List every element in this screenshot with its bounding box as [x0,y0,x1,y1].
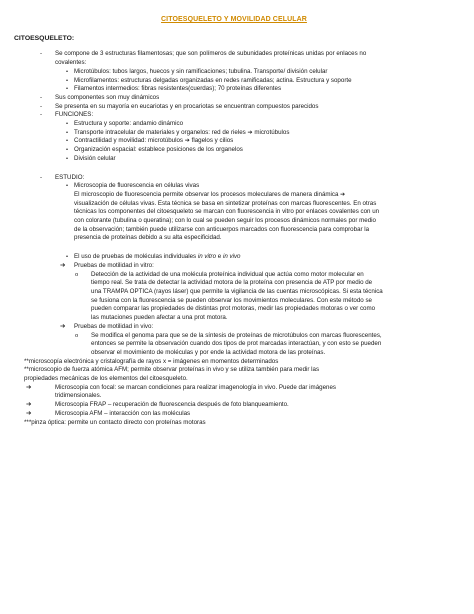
dash-item [14,94,454,103]
estudio-heading: ESTUDIO: [55,173,85,181]
vivo-detail [14,332,454,358]
bullet-marker: • [66,183,69,190]
bullet-marker: • [66,68,69,75]
bullet-marker: • [66,155,69,162]
paragraph-line: El microscopio de fluorescencia permite observar los procesos moleculares de manera dinámica ➔ [74,190,346,198]
technique-text: Microscopia AFM – interacción con las moléculas [55,409,191,417]
paragraph-line: Se modifica el genoma para que se de la síntesis de proteínas de microtúbulos con marcas fluorescentes, [91,331,382,339]
circle-marker: o [75,332,79,339]
intro-line-1: Se compone de 3 estructuras filamentosas; que son polímeros de subunidades proteínicas unidas por enlaces no [55,50,367,58]
paragraph-line: pueden comparar las propiedades de distintas prot motoras, medir las propiedades motoras o ver como [91,305,376,313]
dash-text: Sus componentes son muy dinámicos [55,93,160,101]
paragraph-line: se fusiona con la fluorescencia se pueden observar los movimientos moleculares. Con este método se [91,296,372,304]
vitro-detail [14,271,454,323]
bullet-marker: • [66,147,69,154]
paragraph-line: las mutaciones pueden afectar a una prot motora. [91,314,228,322]
structure-item [14,85,454,94]
document-title: CITOESQUELETO Y MOVILIDAD CELULAR [161,16,307,23]
fluorescence-paragraph [74,191,454,243]
vitro-paragraph [91,271,454,323]
paragraph-line: con colorante (tubulina o queratina); con lo cual se pueden seguir los procesos dinámicos normales por medio [74,217,376,225]
dash-text: Se presenta en su mayoría en eucariotas y en procariotas se encuentran compuestos parecidos [55,102,319,110]
motility-intro: El uso de pruebas de moléculas individuales in vitro e in vivo [74,253,241,261]
bullet-marker: • [66,138,69,145]
paragraph-line: visualización de células vivas. Esta técnica se basa en sintetizar proteínas con marcas fluorescentes. En otras [74,199,377,207]
arrow-marker: ➔ [26,401,32,409]
function-text: Transporte intracelular de materiales y organelos: red de rieles ➔ microtúbulos [74,128,290,136]
intro-item [14,50,454,67]
function-text: Estructura y soporte: andamio dinámico [74,120,184,128]
technique-item [14,384,454,401]
paragraph-line: observar el movimiento de moléculas y por ende la actividad motora de las proteínas. [91,348,326,356]
note-line: propiedades mecánicas de los elementos del citoesqueleto. [24,375,188,383]
technique-text: Microscopia con focal: se marcan condiciones para realizar imagenología in vivo. Puede dar imágenes tridimensionales. [55,383,336,400]
structure-text: Microtúbulos: tubos largos, huecos y sin ramificaciones; tubulina. Transporte/ división celular [74,67,328,75]
function-item [14,137,454,146]
technique-text: Microscopia FRAP – recuperación de fluorescencia después de foto blanqueamiento. [55,401,289,409]
bullet-marker: • [66,121,69,128]
dash-item [14,174,454,183]
structure-text: Filamentos intermedios: fibras resistentes(cuerdas); 70 proteínas diferentes [74,85,282,93]
dash-item [14,103,454,112]
fluorescence-item [14,182,454,191]
function-item [14,146,454,155]
final-note-line: ***pinza óptica: permite un contacto directo con proteínas motoras [24,418,206,426]
paragraph-line: técnicas los componentes del citoesqueleto se marcan con fluorescencia in vitro por enlaces covalentes con un [74,208,380,216]
dash-marker: - [40,111,43,119]
bullet-marker: • [66,77,69,84]
dash-marker: - [40,50,43,58]
function-text: División celular [74,154,116,162]
technique-item [14,410,454,419]
note-line: **microscopio de fuerza atómica AFM; permite observar proteínas in vivo y se utiliza también para medir las [24,366,320,374]
arrow-marker: ➔ [26,409,32,417]
paragraph-line: Detección de la actividad de una molécula proteínica individual que actúa como motor molecular en [91,270,364,278]
vivo-paragraph [91,332,454,358]
bullet-marker: • [66,254,69,261]
vivo-label: Pruebas de motilidad in vivo: [74,322,154,330]
function-item [14,120,454,129]
motility-intro-item [14,253,454,262]
paragraph-line: tiempo real. Se trata de detectar la actividad motora de la proteína con presencia de ATP por medio de [91,279,373,287]
structure-item [14,77,454,86]
function-text: Contractilidad y movilidad: microtúbulos ➔ flagelos y cilios [74,137,234,145]
arrow-marker: ➔ [26,383,32,391]
paragraph-line: una TRAMPA OPTICA (rayos láser) que permite la vigilancia de las cuentas microscópicas. Si esta técnica [91,287,383,295]
paragraph-line: entonces se permite la observación cuando dos tipos de prot marcadas interactúan, y con esto se pueden [91,340,382,348]
dash-item [14,111,454,120]
dash-marker: - [40,93,43,101]
section-heading-citoesqueleto: CITOESQUELETO: [14,34,75,42]
fluorescence-label: Microscopia de fluorescencia en células vivas [74,182,200,190]
vivo-item [14,323,454,332]
function-item [14,155,454,164]
functions-heading: FUNCIONES: [55,111,94,119]
bullet-marker: • [66,129,69,136]
dash-marker: - [40,173,43,181]
circle-marker: o [75,271,79,278]
vitro-label: Pruebas de motilidad in vitro: [74,261,154,269]
bullet-marker: • [66,86,69,93]
note-line: **microscopía electrónica y cristalografía de rayos x = imágenes en momentos determinados [24,357,279,365]
technique-item [14,401,454,410]
structure-text: Microfilamentos: estructuras delgadas organizadas en redes ramificadas; actina. Estructura y soporte [74,76,352,84]
function-text: Organización espacial: establece posiciones de los organelos [74,146,243,154]
arrow-marker: ➔ [60,261,66,269]
structure-item [14,68,454,77]
paragraph-line: de la observación; también puede utilizarse con anticuerpos marcados con fluorescencia para comprobar la [74,225,370,233]
intro-line-2: covalentes: [55,59,87,67]
dash-marker: - [40,102,43,110]
function-item [14,129,454,138]
vitro-item [14,262,454,271]
arrow-marker: ➔ [60,322,66,330]
paragraph-line: presencia de proteínas debido a su alta especificidad. [74,234,222,242]
